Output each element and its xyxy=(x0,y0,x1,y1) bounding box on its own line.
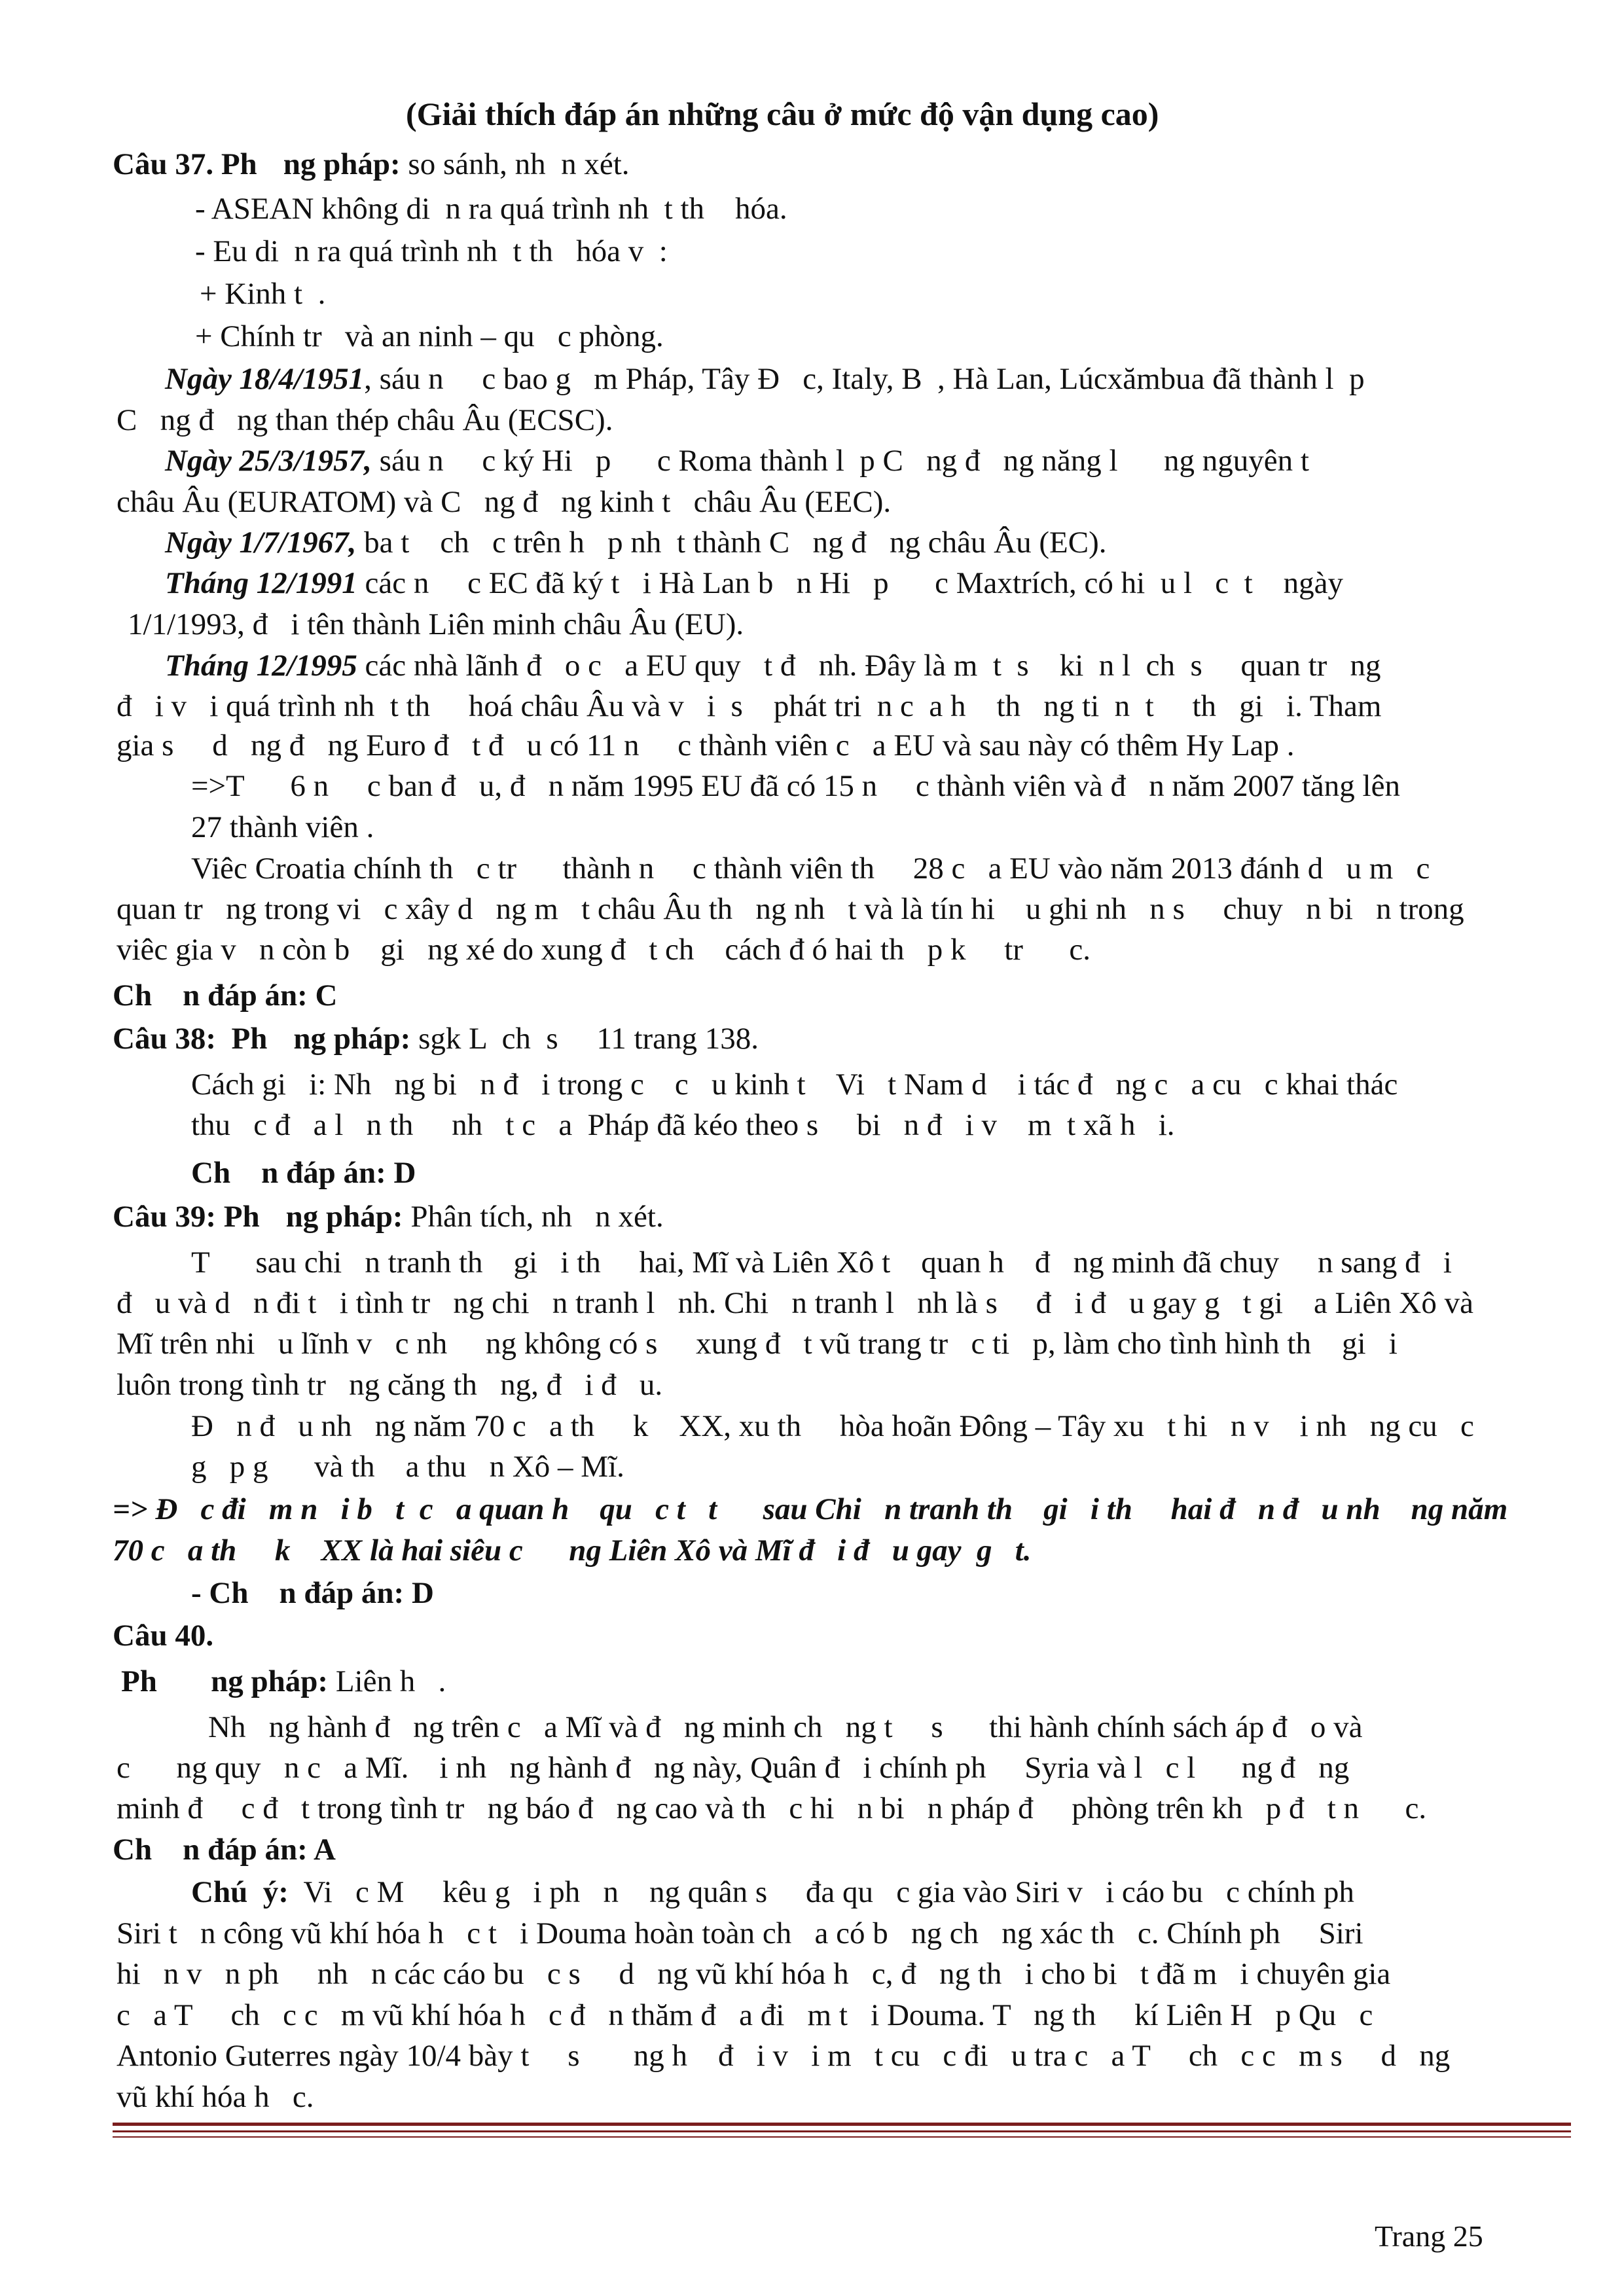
q37-date-2: Ngày 25/3/1957, xyxy=(165,444,372,478)
q37-para-5 xyxy=(165,647,1381,685)
q40-line-2: c ng quy n c a Mĩ. i nh ng hành đ ng này, Quân đ i chính ph Syria và l c l ng đ ng xyxy=(117,1751,1350,1785)
q37-date-4: Tháng 12/1991 xyxy=(165,566,357,600)
q37-para-3-text: ba t ch c trên h p nh t thành C ng đ ng châu Âu (EC). xyxy=(356,526,1107,560)
q37-para-1 xyxy=(165,360,1365,398)
q38-method-label: ng pháp: xyxy=(293,1022,411,1056)
q40-note-6: vũ khí hóa h c. xyxy=(117,2080,314,2114)
q37-para-2 xyxy=(165,442,1309,480)
q40-method-line xyxy=(121,1662,446,1700)
q39-answer: - Ch n đáp án: D xyxy=(191,1576,434,1610)
q37-answer: Ch n đáp án: C xyxy=(113,978,338,1013)
q37-date-3: Ngày 1/7/1967, xyxy=(165,526,357,560)
q39-conclusion-1: => Đ c đi m n i b t c a quan h qu c t t sau Chi n tranh th gi i th hai đ n đ u nh ng năm xyxy=(113,1492,1508,1526)
q39-label: Câu 39: Ph xyxy=(113,1200,260,1234)
q40-label: Câu 40. xyxy=(113,1619,214,1653)
q39-method-label: ng pháp: xyxy=(285,1200,403,1234)
q39-line-2: đ u và d n đi t i tình tr ng chi n tranh l nh. Chi n tranh l nh là s đ i đ u gay g t gi a Liên Xô và xyxy=(117,1286,1473,1320)
q37-label: Câu 37. Ph xyxy=(113,147,257,181)
q38-label: Câu 38: Ph xyxy=(113,1022,268,1056)
q37-para-4-cont: 1/1/1993, đ i tên thành Liên minh châu Âu (EU). xyxy=(128,607,744,641)
q40-answer: Ch n đáp án: A xyxy=(113,1833,336,1867)
q38-answer: Ch n đáp án: D xyxy=(191,1156,416,1190)
q37-para-7-cont-1: quan tr ng trong vi c xây d ng m t châu Âu th ng nh t và là tín hi u ghi nh n s chuy n bi n trong xyxy=(117,892,1464,926)
q37-bullet-3: + Kinh t . xyxy=(200,277,326,311)
q40-note-3: hi n v n ph nh n các cáo bu c s d ng vũ khí hóa h c, đ ng th i cho bi t đã m i chuyên gia xyxy=(117,1957,1391,1991)
q38-method: sgk L ch s 11 trang 138. xyxy=(410,1022,759,1056)
q37-para-2-cont: châu Âu (EURATOM) và C ng đ ng kinh t châu Âu (EEC). xyxy=(117,485,892,519)
q40-note-1 xyxy=(191,1873,1354,1911)
q39-line-6: g p g và th a thu n Xô – Mĩ. xyxy=(191,1450,624,1484)
q39-heading xyxy=(113,1198,664,1236)
q37-date-5: Tháng 12/1995 xyxy=(165,649,357,683)
q37-bullet-4: + Chính tr và an ninh – qu c phòng. xyxy=(195,319,664,353)
q37-bullet-2: - Eu di n ra quá trình nh t th hóa v : xyxy=(195,234,668,268)
q40-method-label: Ph ng pháp: xyxy=(121,1664,329,1698)
q40-line-3: minh đ c đ t trong tình tr ng báo đ ng cao và th c hi n bi n pháp đ phòng trên kh p đ t n c. xyxy=(117,1791,1427,1825)
q40-note-5: Antonio Guterres ngày 10/4 bày t s ng h đ i v i m t cu c đi u tra c a T ch c c m s d ng xyxy=(117,2039,1451,2073)
q37-para-1-cont: C ng đ ng than thép châu Âu (ECSC). xyxy=(117,403,613,437)
q37-para-6-cont: 27 thành viên . xyxy=(191,810,374,844)
q37-method: so sánh, nh n xét. xyxy=(400,147,630,181)
q40-note-text: Vi c M kêu g i ph n ng quân s đa qu c gia vào Siri v i cáo bu c chính ph xyxy=(288,1875,1354,1909)
q39-line-5: Đ n đ u nh ng năm 70 c a th k XX, xu th hòa hoãn Đông – Tây xu t hi n v i nh ng cu c xyxy=(191,1409,1474,1443)
page-number: Trang 25 xyxy=(1375,2219,1483,2253)
q37-para-4 xyxy=(165,564,1343,602)
q39-line-4: luôn trong tình tr ng căng th ng, đ i đ u. xyxy=(117,1368,663,1402)
q37-para-6: =>T 6 n c ban đ u, đ n năm 1995 EU đã có 15 n c thành viên và đ n năm 2007 tăng lên xyxy=(191,769,1400,803)
q37-para-5-cont-2: gia s d ng đ ng Euro đ t đ u có 11 n c thành viên c a EU và sau này có thêm Hy Lap . xyxy=(117,728,1295,762)
q37-bullet-1: - ASEAN không di n ra quá trình nh t th hóa. xyxy=(195,192,787,226)
q40-note-4: c a T ch c c m vũ khí hóa h c đ n thăm đ a đi m t i Douma. T ng th kí Liên H p Qu c xyxy=(117,1998,1373,2032)
q38-line-2: thu c đ a l n th nh t c a Pháp đã kéo theo s bi n đ i v m t xã h i. xyxy=(191,1108,1175,1142)
q40-note-2: Siri t n công vũ khí hóa h c t i Douma hoàn toàn ch a có b ng ch ng xác th c. Chính ph Siri xyxy=(117,1916,1363,1950)
q37-para-7: Viêc Croatia chính th c tr thành n c thành viên th 28 c a EU vào năm 2013 đánh d u m c xyxy=(191,852,1430,886)
q38-line-1: Cách gi i: Nh ng bi n đ i trong c c u kinh t Vi t Nam d i tác đ ng c a cu c khai thác xyxy=(191,1067,1398,1102)
q39-method: Phân tích, nh n xét. xyxy=(403,1200,664,1234)
q37-para-2-text: sáu n c ký Hi p c Roma thành l p C ng đ ng năng l ng nguyên t xyxy=(371,444,1309,478)
page-title: (Giải thích đáp án những câu ở mức độ vận dụng cao) xyxy=(406,96,1159,132)
q40-method: Liên h . xyxy=(328,1664,446,1698)
q37-para-4-text: các n c EC đã ký t i Hà Lan b n Hi p c Maxtrích, có hi u l c t ngày xyxy=(357,566,1344,600)
q37-para-3 xyxy=(165,524,1106,562)
q38-heading xyxy=(113,1020,759,1058)
q37-para-7-cont-2: viêc gia v n còn b gi ng xé do xung đ t ch cách đ ó hai th p k tr c. xyxy=(117,933,1091,967)
q39-conclusion-2: 70 c a th k XX là hai siêu c ng Liên Xô và Mĩ đ i đ u gay g t. xyxy=(113,1534,1032,1568)
q37-para-5-cont-1: đ i v i quá trình nh t th hoá châu Âu và v i s phát tri n c a h th ng ti n t th gi i. Tham xyxy=(117,689,1382,723)
q40-line-1: Nh ng hành đ ng trên c a Mĩ và đ ng minh ch ng t s thi hành chính sách áp đ o và xyxy=(208,1710,1363,1744)
footer-divider xyxy=(113,2130,1571,2132)
q37-heading xyxy=(113,145,630,183)
q39-line-3: Mĩ trên nhi u lĩnh v c nh ng không có s xung đ t vũ trang tr c ti p, làm cho tình hình th gi i xyxy=(117,1327,1398,1361)
q40-note-label: Chú ý: xyxy=(191,1875,289,1909)
q37-date-1: Ngày 18/4/1951 xyxy=(165,362,365,396)
q39-line-1: T sau chi n tranh th gi i th hai, Mĩ và Liên Xô t quan h đ ng minh đã chuy n sang đ i xyxy=(191,1246,1452,1280)
q37-method-label: ng pháp: xyxy=(283,147,401,181)
q37-para-5-text: các nhà lãnh đ o c a EU quy t đ nh. Đây là m t s ki n l ch s quan tr ng xyxy=(357,649,1381,683)
footer-divider xyxy=(113,2136,1571,2138)
footer-divider xyxy=(113,2123,1571,2126)
q37-para-1-text: , sáu n c bao g m Pháp, Tây Đ c, Italy, B , Hà Lan, Lúcxămbua đã thành l p xyxy=(364,362,1365,396)
